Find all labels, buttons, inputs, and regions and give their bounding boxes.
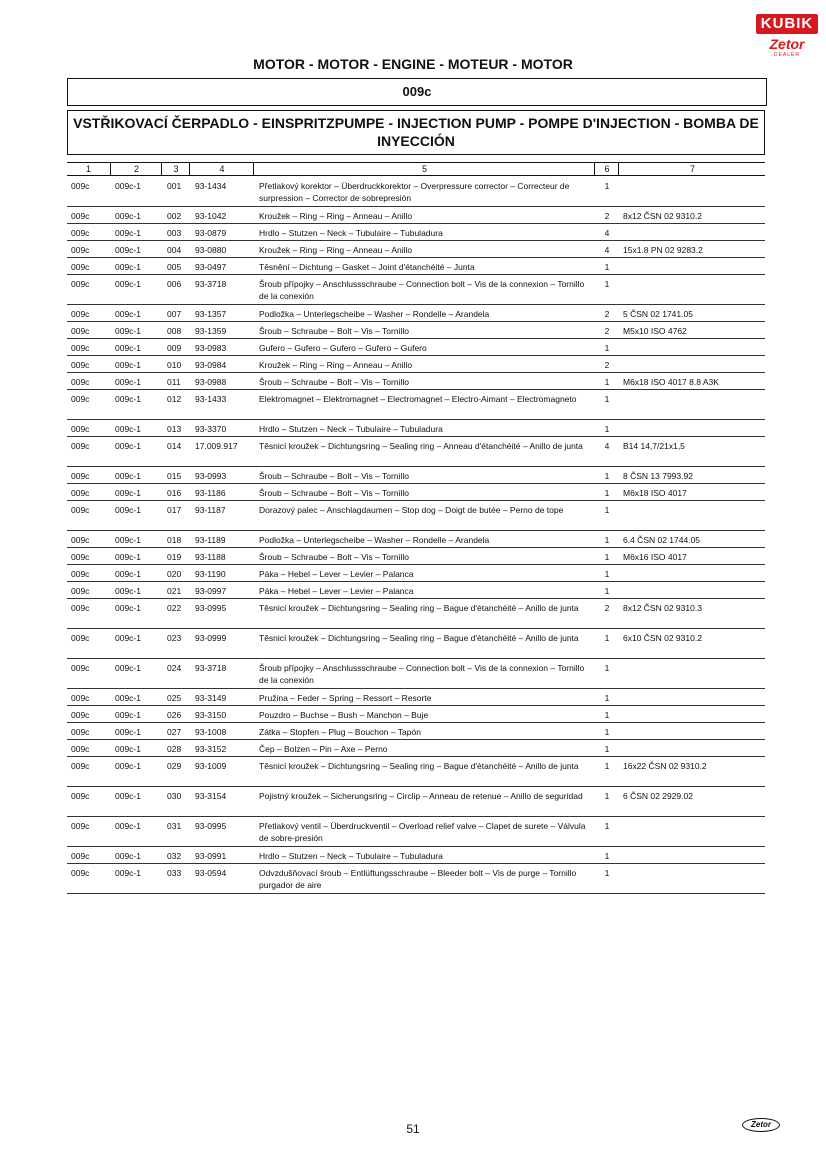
table-row bbox=[67, 863, 765, 894]
cell-c2: 009c-1 bbox=[115, 360, 141, 370]
cell-c1: 009c bbox=[71, 360, 90, 370]
cell-c5: Přetlakový korektor – Überdruckkorektor – Overpressure corrector – Correcteur de surpression – Corrector de sobrepresión bbox=[259, 181, 570, 203]
table-row bbox=[67, 419, 765, 437]
zetor-footer-logo: Zetor bbox=[742, 1118, 780, 1132]
cell-c1: 009c bbox=[71, 441, 90, 451]
cell-c6: 1 bbox=[604, 710, 610, 720]
cell-c5: Těsnicí kroužek – Dichtungsring – Sealing ring – Bague d'étanchéité – Anillo de junta bbox=[259, 761, 579, 771]
cell-c5: Šroub – Schraube – Bolt – Vis – Tornillo bbox=[259, 471, 409, 481]
cell-c4: 93-3154 bbox=[195, 791, 227, 801]
cell-c4: 93-1188 bbox=[195, 552, 226, 562]
cell-c3: 025 bbox=[167, 693, 182, 703]
cell-c4: 93-1008 bbox=[195, 727, 227, 737]
cell-c1: 009c bbox=[71, 394, 90, 404]
cell-c1: 009c bbox=[71, 710, 90, 720]
cell-c5: Šroub – Schraube – Bolt – Vis – Tornillo bbox=[259, 326, 409, 336]
table-row bbox=[67, 530, 765, 548]
cell-c1: 009c bbox=[71, 633, 90, 643]
cell-c7: 8x12 ČSN 02 9310.3 bbox=[623, 603, 702, 613]
cell-c2: 009c-1 bbox=[115, 279, 141, 289]
cell-c6: 1 bbox=[604, 377, 610, 387]
cell-c3: 022 bbox=[167, 603, 182, 613]
column-header-2: 2 bbox=[110, 163, 162, 175]
cell-c6: 1 bbox=[604, 343, 610, 353]
cell-c6: 1 bbox=[604, 663, 610, 673]
cell-c2: 009c-1 bbox=[115, 211, 141, 221]
cell-c3: 013 bbox=[167, 424, 182, 434]
cell-c3: 027 bbox=[167, 727, 182, 737]
cell-c5: Čep – Bolzen – Pin – Axe – Perno bbox=[259, 744, 388, 754]
cell-c3: 033 bbox=[167, 868, 182, 878]
cell-c6: 1 bbox=[604, 552, 610, 562]
cell-c5: Páka – Hebel – Lever – Levier – Palanca bbox=[259, 586, 414, 596]
cell-c1: 009c bbox=[71, 343, 90, 353]
cell-c6: 1 bbox=[604, 693, 610, 703]
cell-c4: 93-3718 bbox=[195, 663, 227, 673]
cell-c5: Šroub – Schraube – Bolt – Vis – Tornillo bbox=[259, 377, 409, 387]
table-row bbox=[67, 705, 765, 723]
cell-c7: B14 14,7/21x1,5 bbox=[623, 441, 685, 451]
cell-c6: 1 bbox=[604, 535, 610, 545]
dealer-logo-text: DEALER bbox=[773, 52, 800, 58]
cell-c4: 93-0988 bbox=[195, 377, 227, 387]
cell-c2: 009c-1 bbox=[115, 343, 141, 353]
cell-c2: 009c-1 bbox=[115, 744, 141, 754]
cell-c3: 009 bbox=[167, 343, 182, 353]
cell-c7: M6x18 ISO 4017 8.8 A3K bbox=[623, 377, 719, 387]
cell-c6: 4 bbox=[604, 441, 610, 451]
cell-c4: 93-0993 bbox=[195, 471, 227, 481]
cell-c7: 5 ČSN 02 1741.05 bbox=[623, 309, 693, 319]
cell-c2: 009c-1 bbox=[115, 552, 141, 562]
cell-c1: 009c bbox=[71, 377, 90, 387]
table-row bbox=[67, 321, 765, 339]
cell-c2: 009c-1 bbox=[115, 377, 141, 387]
cell-c2: 009c-1 bbox=[115, 727, 141, 737]
cell-c5: Šroub přípojky – Anschlussschraube – Connection bolt – Vis de la connexion – Tornillo de la conexión bbox=[259, 663, 585, 685]
cell-c6: 1 bbox=[604, 851, 610, 861]
cell-c1: 009c bbox=[71, 262, 90, 272]
cell-c5: Podložka – Unterlegscheibe – Washer – Rondelle – Arandela bbox=[259, 309, 490, 319]
kubik-logo-text: KUBIK bbox=[756, 14, 818, 34]
cell-c2: 009c-1 bbox=[115, 761, 141, 771]
table-row bbox=[67, 223, 765, 241]
cell-c4: 93-0984 bbox=[195, 360, 227, 370]
cell-c1: 009c bbox=[71, 693, 90, 703]
cell-c4: 93-0999 bbox=[195, 633, 227, 643]
cell-c5: Pojistný kroužek – Sicherungsring – Circlip – Anneau de retenue – Anillo de seguridad bbox=[259, 791, 583, 801]
cell-c3: 023 bbox=[167, 633, 182, 643]
cell-c3: 012 bbox=[167, 394, 182, 404]
table-row bbox=[67, 240, 765, 258]
cell-c4: 93-1357 bbox=[195, 309, 227, 319]
cell-c6: 1 bbox=[604, 868, 610, 878]
cell-c6: 1 bbox=[604, 181, 610, 191]
cell-c4: 93-0879 bbox=[195, 228, 227, 238]
cell-c1: 009c bbox=[71, 505, 90, 515]
cell-c4: 93-1359 bbox=[195, 326, 227, 336]
table-row bbox=[67, 304, 765, 322]
cell-c5: Přetlakový ventil – Überdruckventil – Overload relief valve – Clapet de surete – Válvula de sobre-presión bbox=[259, 821, 586, 843]
cell-c3: 015 bbox=[167, 471, 182, 481]
cell-c5: Zátka – Stopfen – Plug – Bouchon – Tapón bbox=[259, 727, 421, 737]
cell-c5: Pružina – Feder – Spring – Ressort – Resorte bbox=[259, 693, 432, 703]
cell-c5: Elektromagnet – Elektromagnet – Electromagnet – Electro-Aimant – Electromagneto bbox=[259, 394, 577, 404]
column-header-7: 7 bbox=[618, 163, 766, 175]
cell-c4: 93-1189 bbox=[195, 535, 226, 545]
column-header-3: 3 bbox=[161, 163, 190, 175]
cell-c6: 1 bbox=[604, 394, 610, 404]
cell-c2: 009c-1 bbox=[115, 181, 141, 191]
cell-c4: 93-1042 bbox=[195, 211, 227, 221]
cell-c4: 93-1433 bbox=[195, 394, 227, 404]
cell-c2: 009c-1 bbox=[115, 309, 141, 319]
cell-c5: Páka – Hebel – Lever – Levier – Palanca bbox=[259, 569, 414, 579]
table-row bbox=[67, 500, 765, 531]
cell-c3: 020 bbox=[167, 569, 182, 579]
cell-c6: 1 bbox=[604, 761, 610, 771]
cell-c5: Šroub – Schraube – Bolt – Vis – Tornillo bbox=[259, 552, 409, 562]
table-row bbox=[67, 274, 765, 305]
cell-c6: 1 bbox=[604, 262, 610, 272]
table-row bbox=[67, 598, 765, 629]
cell-c6: 1 bbox=[604, 279, 610, 289]
table-row bbox=[67, 355, 765, 373]
cell-c1: 009c bbox=[71, 791, 90, 801]
cell-c5: Kroužek – Ring – Ring – Anneau – Anillo bbox=[259, 360, 413, 370]
cell-c6: 2 bbox=[604, 603, 610, 613]
cell-c5: Kroužek – Ring – Ring – Anneau – Anillo bbox=[259, 211, 413, 221]
cell-c7: 6.4 ČSN 02 1744.05 bbox=[623, 535, 701, 545]
cell-c4: 93-0594 bbox=[195, 868, 227, 878]
cell-c2: 009c-1 bbox=[115, 262, 141, 272]
cell-c1: 009c bbox=[71, 228, 90, 238]
cell-c2: 009c-1 bbox=[115, 245, 141, 255]
table-row bbox=[67, 483, 765, 501]
cell-c6: 1 bbox=[604, 505, 610, 515]
cell-c7: M6x18 ISO 4017 bbox=[623, 488, 687, 498]
cell-c4: 93-1187 bbox=[195, 505, 226, 515]
cell-c1: 009c bbox=[71, 761, 90, 771]
column-header-1: 1 bbox=[85, 164, 91, 174]
table-row bbox=[67, 206, 765, 224]
page-title: MOTOR - MOTOR - ENGINE - MOTEUR - MOTOR bbox=[253, 56, 573, 72]
table-row bbox=[67, 389, 765, 420]
cell-c3: 008 bbox=[167, 326, 182, 336]
section-code: 009c bbox=[67, 78, 767, 106]
cell-c7: 6x10 ČSN 02 9310.2 bbox=[623, 633, 702, 643]
cell-c4: 93-0497 bbox=[195, 262, 227, 272]
table-row bbox=[67, 564, 765, 582]
cell-c1: 009c bbox=[71, 851, 90, 861]
cell-c4: 93-0997 bbox=[195, 586, 227, 596]
cell-c4: 93-3149 bbox=[195, 693, 227, 703]
cell-c1: 009c bbox=[71, 181, 90, 191]
cell-c1: 009c bbox=[71, 488, 90, 498]
cell-c3: 001 bbox=[167, 181, 182, 191]
cell-c1: 009c bbox=[71, 586, 90, 596]
cell-c3: 003 bbox=[167, 228, 182, 238]
cell-c5: Šroub – Schraube – Bolt – Vis – Tornillo bbox=[259, 488, 409, 498]
cell-c3: 031 bbox=[167, 821, 182, 831]
table-row bbox=[67, 338, 765, 356]
cell-c5: Odvzdušňovací šroub – Entlüftungsschraube – Bleeder bolt – Vis de purge – Tornillo purgador de aire bbox=[259, 868, 577, 890]
cell-c4: 93-3152 bbox=[195, 744, 227, 754]
cell-c3: 011 bbox=[167, 377, 181, 387]
column-header-row bbox=[67, 162, 765, 176]
cell-c7: 8x12 ČSN 02 9310.2 bbox=[623, 211, 702, 221]
cell-c2: 009c-1 bbox=[115, 791, 141, 801]
cell-c2: 009c-1 bbox=[115, 471, 141, 481]
cell-c4: 93-0995 bbox=[195, 603, 227, 613]
cell-c3: 021 bbox=[167, 586, 182, 596]
table-row bbox=[67, 786, 765, 817]
cell-c2: 009c-1 bbox=[115, 663, 141, 673]
cell-c6: 1 bbox=[604, 744, 610, 754]
cell-c3: 006 bbox=[167, 279, 182, 289]
cell-c1: 009c bbox=[71, 868, 90, 878]
cell-c5: Podložka – Unterlegscheibe – Washer – Rondelle – Arandela bbox=[259, 535, 490, 545]
cell-c3: 010 bbox=[167, 360, 182, 370]
cell-c4: 93-1186 bbox=[195, 488, 226, 498]
cell-c6: 1 bbox=[604, 471, 610, 481]
column-header-5: 5 bbox=[253, 163, 595, 175]
cell-c2: 009c-1 bbox=[115, 424, 141, 434]
cell-c1: 009c bbox=[71, 663, 90, 673]
cell-c1: 009c bbox=[71, 821, 90, 831]
cell-c2: 009c-1 bbox=[115, 586, 141, 596]
table-row bbox=[67, 581, 765, 599]
cell-c2: 009c-1 bbox=[115, 488, 141, 498]
table-row bbox=[67, 372, 765, 390]
cell-c2: 009c-1 bbox=[115, 569, 141, 579]
cell-c1: 009c bbox=[71, 424, 90, 434]
cell-c6: 2 bbox=[604, 360, 610, 370]
cell-c5: Hrdlo – Stutzen – Neck – Tubulaire – Tubuladura bbox=[259, 424, 443, 434]
cell-c5: Kroužek – Ring – Ring – Anneau – Anillo bbox=[259, 245, 413, 255]
cell-c2: 009c-1 bbox=[115, 441, 141, 451]
table-row bbox=[67, 628, 765, 659]
cell-c3: 028 bbox=[167, 744, 182, 754]
cell-c1: 009c bbox=[71, 279, 90, 289]
cell-c1: 009c bbox=[71, 727, 90, 737]
table-row bbox=[67, 436, 765, 467]
cell-c5: Pouzdro – Buchse – Bush – Manchon – Buje bbox=[259, 710, 429, 720]
cell-c3: 005 bbox=[167, 262, 182, 272]
table-row bbox=[67, 257, 765, 275]
cell-c1: 009c bbox=[71, 535, 90, 545]
cell-c2: 009c-1 bbox=[115, 603, 141, 613]
cell-c6: 1 bbox=[604, 727, 610, 737]
cell-c1: 009c bbox=[71, 309, 90, 319]
cell-c4: 93-0995 bbox=[195, 821, 227, 831]
cell-c6: 1 bbox=[604, 488, 610, 498]
cell-c7: M5x10 ISO 4762 bbox=[623, 326, 687, 336]
table-row bbox=[67, 846, 765, 864]
cell-c2: 009c-1 bbox=[115, 868, 141, 878]
cell-c1: 009c bbox=[71, 471, 90, 481]
cell-c3: 019 bbox=[167, 552, 182, 562]
cell-c6: 1 bbox=[604, 586, 610, 596]
column-header-6: 6 bbox=[594, 163, 619, 175]
cell-c2: 009c-1 bbox=[115, 228, 141, 238]
cell-c7: 8 ČSN 13 7993.92 bbox=[623, 471, 693, 481]
cell-c1: 009c bbox=[71, 569, 90, 579]
cell-c3: 032 bbox=[167, 851, 182, 861]
cell-c7: 16x22 ČSN 02 9310.2 bbox=[623, 761, 707, 771]
cell-c6: 1 bbox=[604, 821, 610, 831]
cell-c3: 004 bbox=[167, 245, 182, 255]
cell-c6: 4 bbox=[604, 228, 610, 238]
cell-c3: 030 bbox=[167, 791, 182, 801]
cell-c6: 1 bbox=[604, 633, 610, 643]
cell-c4: 93-0880 bbox=[195, 245, 227, 255]
cell-c4: 93-1434 bbox=[195, 181, 227, 191]
table-row bbox=[67, 739, 765, 757]
cell-c2: 009c-1 bbox=[115, 505, 141, 515]
cell-c3: 016 bbox=[167, 488, 182, 498]
cell-c3: 026 bbox=[167, 710, 182, 720]
section-description: VSTŘIKOVACÍ ČERPADLO - EINSPRITZPUMPE - INJECTION PUMP - POMPE D'INJECTION - BOMBA DE INYECCIÓN bbox=[67, 110, 765, 155]
cell-c4: 17.009.917 bbox=[195, 441, 238, 451]
cell-c4: 93-3370 bbox=[195, 424, 227, 434]
cell-c6: 4 bbox=[604, 245, 610, 255]
cell-c6: 1 bbox=[604, 424, 610, 434]
table-row bbox=[67, 816, 765, 847]
cell-c1: 009c bbox=[71, 211, 90, 221]
cell-c1: 009c bbox=[71, 603, 90, 613]
cell-c5: Šroub přípojky – Anschlussschraube – Connection bolt – Vis de la connexion – Tornillo de la conexión bbox=[259, 279, 585, 301]
cell-c1: 009c bbox=[71, 744, 90, 754]
cell-c3: 024 bbox=[167, 663, 182, 673]
cell-c6: 2 bbox=[604, 211, 610, 221]
cell-c4: 93-3150 bbox=[195, 710, 227, 720]
table-row bbox=[67, 756, 765, 787]
cell-c4: 93-3718 bbox=[195, 279, 227, 289]
cell-c5: Hrdlo – Stutzen – Neck – Tubulaire – Tubuladura bbox=[259, 228, 443, 238]
cell-c3: 029 bbox=[167, 761, 182, 771]
cell-c5: Těsnění – Dichtung – Gasket – Joint d'étanchéité – Junta bbox=[259, 262, 475, 272]
cell-c5: Hrdlo – Stutzen – Neck – Tubulaire – Tubuladura bbox=[259, 851, 443, 861]
cell-c6: 2 bbox=[604, 326, 610, 336]
cell-c4: 93-1190 bbox=[195, 569, 226, 579]
cell-c5: Těsnicí kroužek – Dichtungsring – Sealing ring – Bague d'étanchéité – Anillo de junta bbox=[259, 633, 579, 643]
cell-c1: 009c bbox=[71, 326, 90, 336]
cell-c2: 009c-1 bbox=[115, 693, 141, 703]
cell-c6: 2 bbox=[604, 309, 610, 319]
cell-c2: 009c-1 bbox=[115, 394, 141, 404]
table-row bbox=[67, 688, 765, 706]
cell-c6: 1 bbox=[604, 791, 610, 801]
cell-c2: 009c-1 bbox=[115, 851, 141, 861]
cell-c3: 018 bbox=[167, 535, 182, 545]
cell-c7: 15x1.8 PN 02 9283.2 bbox=[623, 245, 703, 255]
cell-c3: 002 bbox=[167, 211, 182, 221]
cell-c7: M6x16 ISO 4017 bbox=[623, 552, 687, 562]
cell-c3: 007 bbox=[167, 309, 182, 319]
cell-c1: 009c bbox=[71, 245, 90, 255]
table-row bbox=[67, 547, 765, 565]
cell-c5: Gufero – Gufero – Gufero – Gufero – Gufero bbox=[259, 343, 427, 353]
page-number: 51 bbox=[406, 1122, 420, 1136]
cell-c3: 014 bbox=[167, 441, 182, 451]
table-row bbox=[67, 466, 765, 484]
cell-c4: 93-1009 bbox=[195, 761, 227, 771]
table-row bbox=[67, 722, 765, 740]
cell-c2: 009c-1 bbox=[115, 535, 141, 545]
cell-c5: Těsnicí kroužek – Dichtungsring – Sealing ring – Anneau d'étanchéité – Anillo de junta bbox=[259, 441, 583, 451]
table-row bbox=[67, 658, 765, 689]
zetor-logo-text: Zetor bbox=[769, 36, 805, 52]
cell-c1: 009c bbox=[71, 552, 90, 562]
column-header-4: 4 bbox=[189, 163, 254, 175]
cell-c4: 93-0991 bbox=[195, 851, 227, 861]
cell-c2: 009c-1 bbox=[115, 326, 141, 336]
cell-c5: Těsnicí kroužek – Dichtungsring – Sealing ring – Bague d'étanchéité – Anillo de junta bbox=[259, 603, 579, 613]
cell-c5: Dorazový palec – Anschlagdaumen – Stop dog – Doigt de butée – Perno de tope bbox=[259, 505, 564, 515]
cell-c2: 009c-1 bbox=[115, 710, 141, 720]
cell-c7: 6 ČSN 02 2929.02 bbox=[623, 791, 693, 801]
cell-c3: 017 bbox=[167, 505, 182, 515]
table-row bbox=[67, 176, 765, 207]
cell-c2: 009c-1 bbox=[115, 821, 141, 831]
cell-c2: 009c-1 bbox=[115, 633, 141, 643]
cell-c6: 1 bbox=[604, 569, 610, 579]
cell-c4: 93-0983 bbox=[195, 343, 227, 353]
